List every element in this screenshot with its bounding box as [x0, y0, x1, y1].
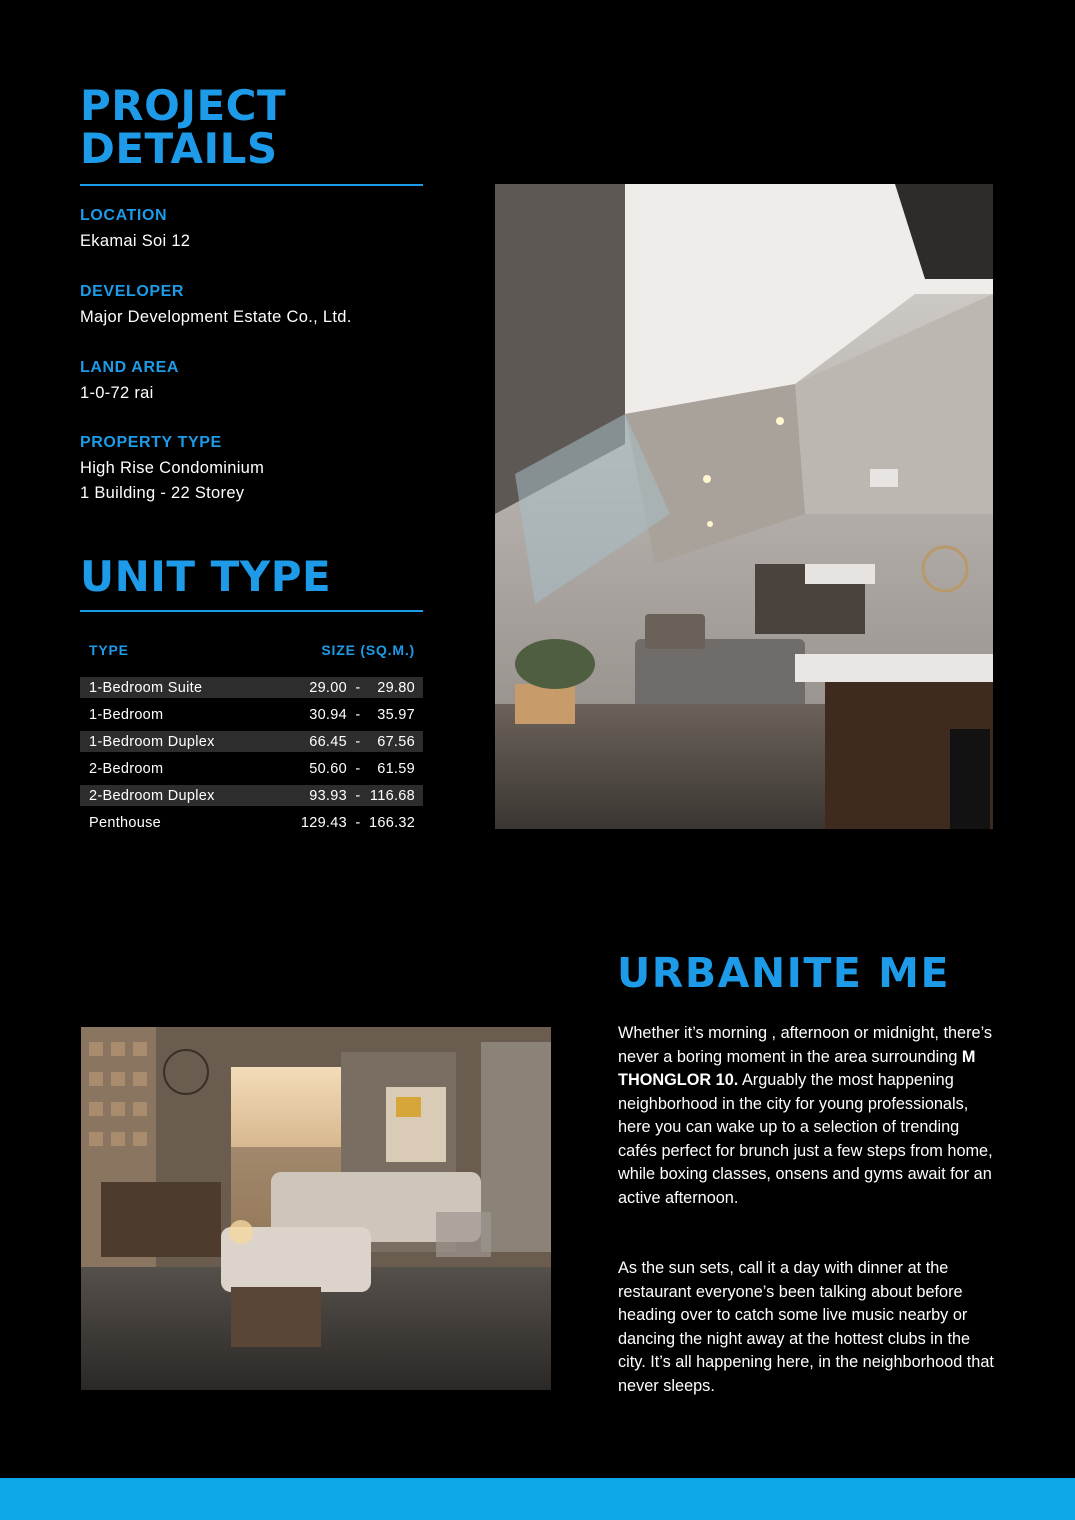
- urbanite-paragraph-2: As the sun sets, call it a day with dinner at the restaurant everyone’s been talking about before heading over to catch some live music nearby or dancing the night away at the hottest clubs in the city. It’s all happening here, in the neighborhood that never sleeps.: [618, 1259, 994, 1395]
- unit-type: 2-Bedroom: [89, 760, 164, 777]
- detail-value: 1 Building - 22 Storey: [80, 484, 245, 502]
- size-min: 29.00: [309, 679, 347, 696]
- size-max: 29.80: [377, 679, 415, 696]
- unit-type: Penthouse: [89, 814, 162, 831]
- table-row: [80, 704, 423, 725]
- col-header-type: TYPE: [89, 642, 129, 658]
- detail-label: LAND AREA: [80, 359, 180, 376]
- paragraph-text: Arguably the most happening neighborhood in the city for young professionals, here you can wake up to a selection of trending cafés perfect for brunch just a few steps from home, while boxing classes, onsens and gyms await for an active afternoon.: [618, 1071, 993, 1207]
- detail-value: 1-0-72 rai: [80, 384, 154, 402]
- detail-label: PROPERTY TYPE: [80, 434, 222, 451]
- detail-value: High Rise Condominium: [80, 459, 265, 477]
- range-dash: -: [355, 787, 361, 804]
- unit-type: 2-Bedroom Duplex: [89, 787, 215, 804]
- detail-land-area: [80, 358, 440, 406]
- size-min: 93.93: [309, 787, 347, 804]
- unit-type-table: [80, 639, 423, 839]
- detail-label: LOCATION: [80, 207, 168, 224]
- living-room-photo: [81, 1027, 551, 1390]
- table-row: [80, 758, 423, 779]
- range-dash: -: [355, 679, 361, 696]
- unit-type-heading: UNIT TYPE: [80, 552, 332, 601]
- urbanite-paragraph-1: [618, 1022, 998, 1210]
- project-name-bold: M THONGLOR 10.: [618, 1047, 976, 1089]
- divider: [80, 184, 423, 186]
- detail-value: Ekamai Soi 12: [80, 232, 191, 250]
- unit-type: 1-Bedroom Suite: [89, 679, 203, 696]
- unit-type: 1-Bedroom Duplex: [89, 733, 215, 750]
- table-header: [80, 639, 423, 661]
- paragraph-text: Whether it’s morning , afternoon or midnight, there’s never a boring moment in the area surrounding: [618, 1024, 993, 1066]
- range-dash: -: [355, 814, 361, 831]
- heading-line: PROJECT: [80, 81, 287, 130]
- unit-type: 1-Bedroom: [89, 706, 164, 723]
- size-max: 67.56: [377, 733, 415, 750]
- table-row: [80, 785, 423, 806]
- detail-developer: [80, 282, 440, 330]
- duplex-interior-photo: [495, 184, 993, 829]
- size-max: 116.68: [369, 787, 415, 804]
- detail-label: DEVELOPER: [80, 283, 185, 300]
- col-header-size: SIZE (SQ.M.): [321, 642, 415, 658]
- table-row: [80, 677, 423, 698]
- urbanite-me-heading: URBANITE ME: [617, 949, 950, 997]
- footer-bar: [0, 1478, 1075, 1520]
- size-min: 30.94: [309, 706, 347, 723]
- divider: [80, 610, 423, 612]
- project-details-heading: [80, 81, 440, 173]
- size-min: 66.45: [309, 733, 347, 750]
- size-min: 129.43: [300, 814, 347, 831]
- range-dash: -: [355, 733, 361, 750]
- detail-property-type: [80, 433, 440, 506]
- size-min: 50.60: [309, 760, 347, 777]
- table-row: [80, 731, 423, 752]
- size-max: 166.32: [369, 814, 416, 831]
- heading-line: DETAILS: [80, 124, 278, 173]
- detail-location: [80, 206, 440, 254]
- size-max: 61.59: [377, 760, 415, 777]
- range-dash: -: [355, 706, 361, 723]
- table-row: [80, 812, 423, 833]
- range-dash: -: [355, 760, 361, 777]
- size-max: 35.97: [377, 706, 415, 723]
- detail-value: Major Development Estate Co., Ltd.: [80, 308, 352, 326]
